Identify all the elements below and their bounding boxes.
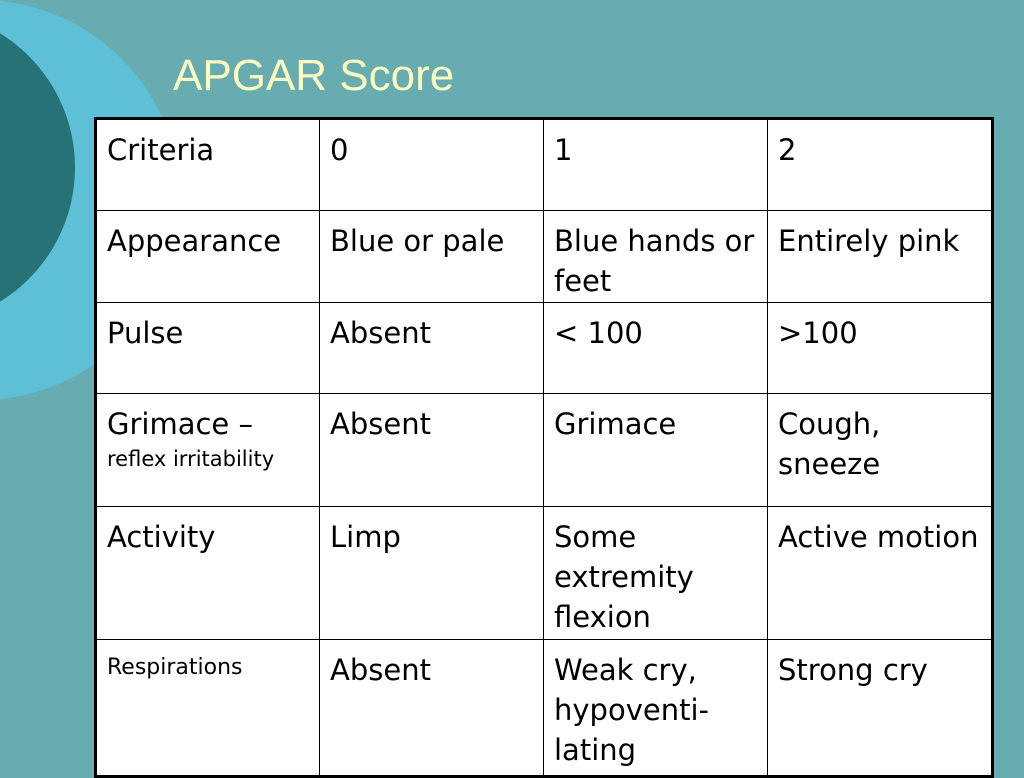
score-1-cell: Weak cry, hypoventi-lating <box>544 640 768 777</box>
table-row-respirations <box>96 640 993 777</box>
score-0-cell: Absent <box>320 640 544 777</box>
header-cell-criteria: Criteria <box>96 119 320 211</box>
table-row-pulse <box>96 303 993 394</box>
apgar-table <box>94 117 994 778</box>
score-1-cell: Some extremity flexion <box>544 507 768 640</box>
header-cell-score-2: 2 <box>768 119 993 211</box>
score-0-cell: Limp <box>320 507 544 640</box>
header-cell-score-0: 0 <box>320 119 544 211</box>
score-2-cell: Cough, sneeze <box>768 394 993 507</box>
score-0-cell: Absent <box>320 394 544 507</box>
score-2-cell: >100 <box>768 303 993 394</box>
score-1-cell: Grimace <box>544 394 768 507</box>
score-2-cell: Strong cry <box>768 640 993 777</box>
criteria-cell <box>96 394 320 507</box>
score-0-cell: Blue or pale <box>320 211 544 303</box>
criteria-cell: Appearance <box>96 211 320 303</box>
score-1-cell: < 100 <box>544 303 768 394</box>
table-row-appearance <box>96 211 993 303</box>
criteria-label: Grimace – <box>107 407 253 441</box>
score-1-cell: Blue hands or feet <box>544 211 768 303</box>
criteria-cell: Pulse <box>96 303 320 394</box>
criteria-cell: Activity <box>96 507 320 640</box>
table-row-activity <box>96 507 993 640</box>
score-2-cell: Active motion <box>768 507 993 640</box>
table-header-row <box>96 119 993 211</box>
criteria-sublabel: reflex irritability <box>107 447 275 471</box>
header-cell-score-1: 1 <box>544 119 768 211</box>
score-0-cell: Absent <box>320 303 544 394</box>
criteria-label: Respirations <box>107 655 243 680</box>
score-2-cell: Entirely pink <box>768 211 993 303</box>
table-row-grimace <box>96 394 993 507</box>
slide-title: APGAR Score <box>173 51 455 100</box>
criteria-cell <box>96 640 320 777</box>
